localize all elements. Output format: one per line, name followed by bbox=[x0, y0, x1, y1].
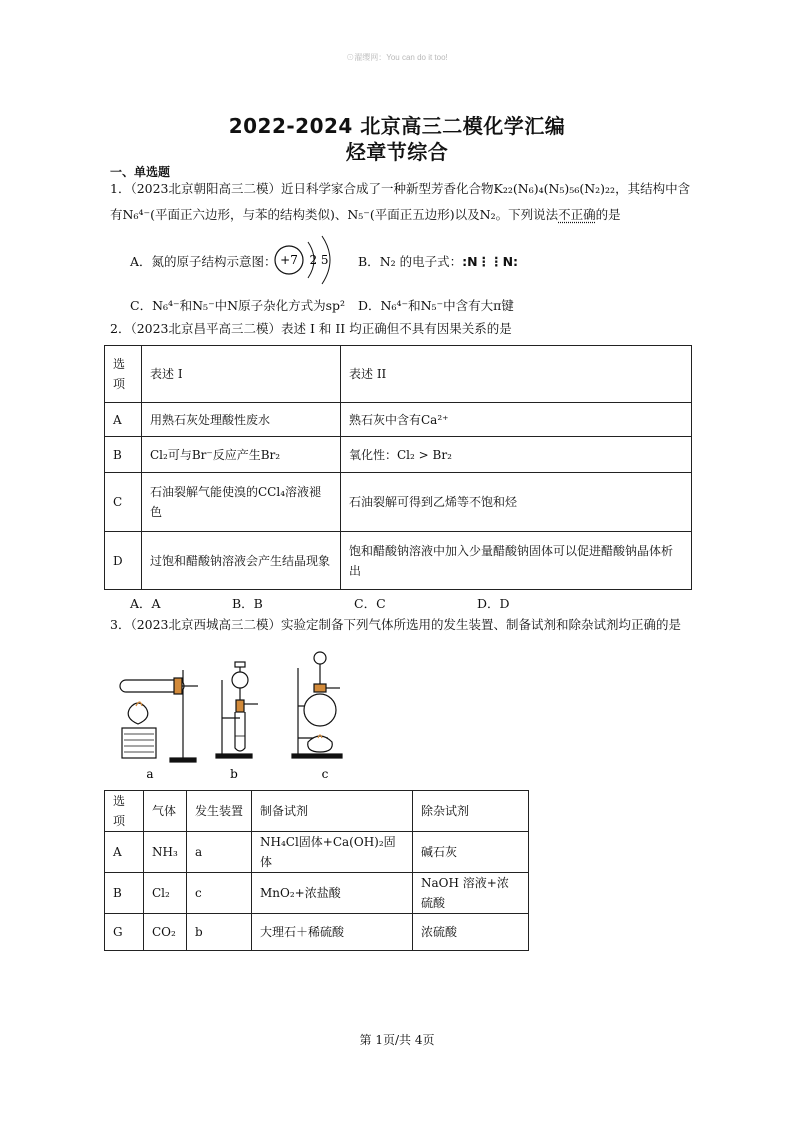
header-cell: 表述 II bbox=[341, 346, 692, 403]
q2-table bbox=[104, 345, 692, 590]
q1-formula: K₂₂(N₆)₄(N₅)₅₆(N₂)₂₂ bbox=[493, 181, 616, 196]
apparatus-figure bbox=[108, 648, 368, 784]
table-cell: A bbox=[105, 403, 142, 437]
ion-n6: N₆⁴⁻ bbox=[122, 207, 151, 222]
table-cell: a bbox=[187, 832, 252, 873]
table-cell: A bbox=[105, 832, 144, 873]
table-cell: 过饱和醋酸钠溶液会产生结晶现象 bbox=[142, 532, 341, 590]
q1-option-d: D．N₆⁴⁻和N₅⁻中含有大π键 bbox=[358, 298, 514, 313]
ion-n5: N₅⁻ bbox=[347, 207, 370, 222]
n2-formula: N₂ bbox=[479, 207, 496, 222]
q1-text: 的是 bbox=[595, 207, 621, 222]
header-cell: 选项 bbox=[105, 346, 142, 403]
q2-choice-d: D．D bbox=[477, 596, 510, 611]
q1-text: (平面正五边形)以及 bbox=[369, 207, 480, 222]
table-row bbox=[105, 532, 692, 590]
table-row bbox=[105, 403, 692, 437]
q1-option-b-text: N₂ 的电子式： bbox=[379, 254, 463, 269]
table-row bbox=[105, 914, 529, 951]
header-cell: 选项 bbox=[105, 791, 144, 832]
emphasis-not-correct: 不正确 bbox=[558, 207, 596, 222]
q1-option-c: C．N₆⁴⁻和N₅⁻中N原子杂化方式为sp² bbox=[130, 298, 346, 313]
table-cell: b bbox=[187, 914, 252, 951]
apparatus-a bbox=[120, 670, 198, 762]
q1-text: 。下列说法 bbox=[495, 207, 559, 222]
table-cell: D bbox=[105, 532, 142, 590]
table-row bbox=[105, 832, 529, 873]
header-cell: 制备试剂 bbox=[252, 791, 413, 832]
q2-stem: 2．（2023北京昌平高三二模）表述 I 和 II 均正确但不具有因果关系的是 bbox=[110, 321, 512, 336]
q1-option-b-label: B． bbox=[358, 254, 380, 269]
shell-electrons: 2 5 bbox=[309, 253, 329, 267]
table-cell: NaOH 溶液+浓硫酸 bbox=[413, 873, 529, 914]
q1-text: (平面正六边形，与苯的结构类似)、 bbox=[150, 207, 348, 222]
nucleus-charge: +7 bbox=[280, 253, 298, 267]
table-cell: G bbox=[105, 914, 144, 951]
table-cell: 大理石＋稀硫酸 bbox=[252, 914, 413, 951]
table-cell: C bbox=[105, 473, 142, 532]
q2-choice-b: B．B bbox=[232, 596, 263, 611]
q1-text-suffix: ，其结构中含 bbox=[615, 181, 691, 196]
apparatus-label-b: b bbox=[230, 767, 238, 781]
header-cell: 除杂试剂 bbox=[413, 791, 529, 832]
table-cell: B bbox=[105, 873, 144, 914]
header-cell: 气体 bbox=[144, 791, 187, 832]
q2-choice-a: A．A bbox=[130, 596, 161, 611]
title-line-2: 烃章节综合 bbox=[345, 140, 449, 164]
table-row bbox=[105, 473, 692, 532]
apparatus-c bbox=[292, 652, 342, 758]
watermark: ⊙濯缨网：You can do it too! bbox=[346, 53, 448, 62]
page-footer: 第 1页/共 4页 bbox=[359, 1033, 435, 1047]
table-cell: 饱和醋酸钠溶液中加入少量醋酸钠固体可以促进醋酸钠晶体析出 bbox=[341, 532, 692, 590]
table-cell: NH₃ bbox=[144, 832, 187, 873]
table-cell: B bbox=[105, 437, 142, 473]
table-header-row bbox=[105, 346, 692, 403]
table-cell: NH₄Cl固体+Ca(OH)₂固体 bbox=[252, 832, 413, 873]
title-line-1: 2022-2024 北京高三二模化学汇编 bbox=[228, 114, 566, 138]
table-row bbox=[105, 437, 692, 473]
header-cell: 表述 I bbox=[142, 346, 341, 403]
apparatus-label-a: a bbox=[146, 767, 154, 781]
table-header-row bbox=[105, 791, 529, 832]
table-cell: 熟石灰中含有Ca²⁺ bbox=[341, 403, 692, 437]
table-cell: c bbox=[187, 873, 252, 914]
apparatus-label-c: c bbox=[321, 767, 329, 781]
table-cell: Cl₂ bbox=[144, 873, 187, 914]
q1-option-b bbox=[358, 252, 518, 270]
q1-option-a-label: A．氮的原子结构示意图： bbox=[130, 254, 277, 269]
section-heading: 一、单选题 bbox=[110, 165, 171, 179]
q1-text: 有 bbox=[110, 207, 123, 222]
q1-text: 1．（2023北京朝阳高三二模）近日科学家合成了一种新型芳香化合物 bbox=[110, 181, 494, 196]
q2-choice-c: C．C bbox=[354, 596, 386, 611]
q3-table bbox=[104, 790, 529, 951]
table-cell: 碱石灰 bbox=[413, 832, 529, 873]
q1-stem-line1 bbox=[110, 180, 710, 198]
table-cell: Cl₂可与Br⁻反应产生Br₂ bbox=[142, 437, 341, 473]
q3-stem: 3．（2023北京西城高三二模）实验定制备下列气体所选用的发生装置、制备试剂和除杂试剂均正确的是 bbox=[110, 617, 682, 632]
table-cell: 石油裂解气能使溴的CCl₄溶液褪色 bbox=[142, 473, 341, 532]
table-cell: 石油裂解可得到乙烯等不饱和烃 bbox=[341, 473, 692, 532]
nitrogen-atom-diagram bbox=[270, 232, 350, 288]
table-cell: 用熟石灰处理酸性废水 bbox=[142, 403, 341, 437]
header-cell: 发生装置 bbox=[187, 791, 252, 832]
table-cell: CO₂ bbox=[144, 914, 187, 951]
table-row bbox=[105, 873, 529, 914]
n2-electron-formula: :N⋮⋮N: bbox=[462, 254, 519, 269]
q1-stem-line2 bbox=[110, 206, 710, 224]
apparatus-b bbox=[216, 662, 258, 758]
table-cell: 浓硫酸 bbox=[413, 914, 529, 951]
table-cell: 氧化性：Cl₂ > Br₂ bbox=[341, 437, 692, 473]
table-cell: MnO₂+浓盐酸 bbox=[252, 873, 413, 914]
